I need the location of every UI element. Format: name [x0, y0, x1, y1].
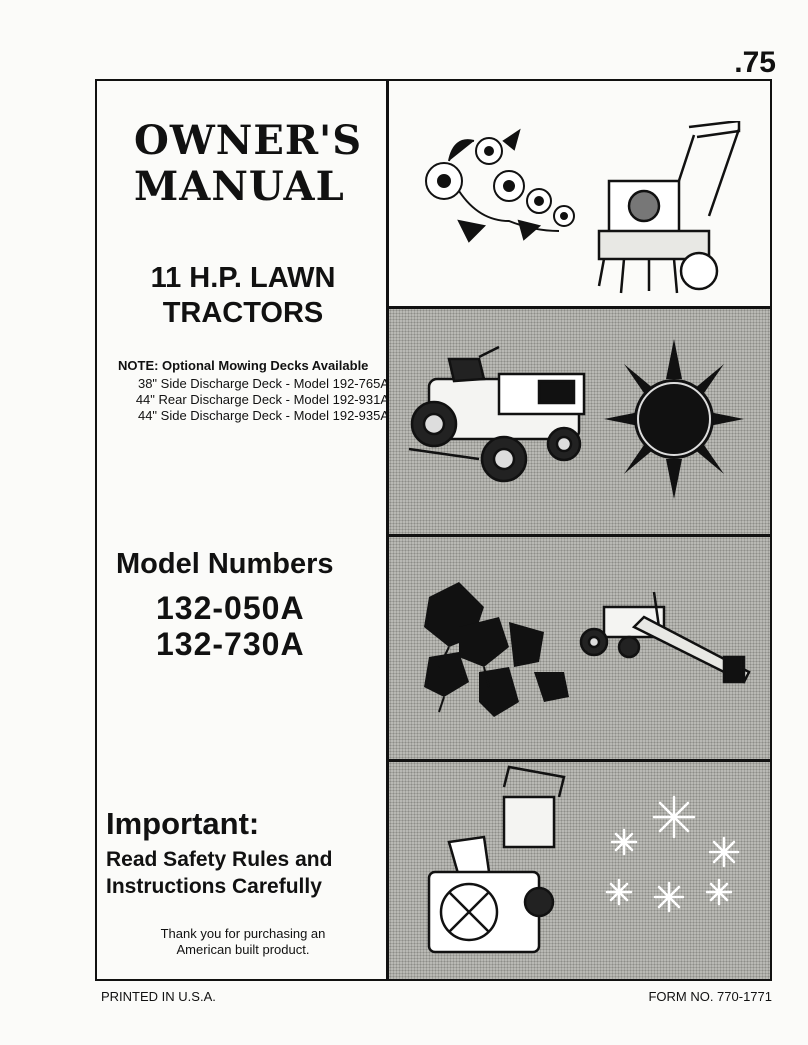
manual-title — [134, 118, 362, 210]
model-numbers-list — [156, 590, 305, 662]
log-splitter-illustration — [574, 587, 764, 707]
tiller-illustration — [589, 121, 764, 301]
autumn-panel — [389, 537, 770, 759]
thanks-line-2: American built product. — [176, 942, 310, 957]
spring-panel — [389, 81, 770, 306]
safety-line-1: Read Safety Rules and — [106, 848, 333, 871]
product-title — [98, 261, 388, 331]
model-number: 132-050A — [156, 590, 305, 626]
sun-illustration — [604, 334, 744, 504]
important-heading: Important: — [106, 806, 260, 841]
model-numbers-heading: Model Numbers — [116, 548, 334, 580]
deck-item: 44" Rear Discharge Deck - Model 192-931A — [135, 392, 389, 407]
price-label: .75 — [734, 46, 776, 79]
thank-you-note — [98, 926, 388, 958]
safety-instructions — [106, 846, 332, 900]
form-number-label: FORM NO. 770-1771 — [648, 989, 772, 1004]
deck-item: 38" Side Discharge Deck - Model 192-765A — [137, 376, 389, 391]
printed-in-label: PRINTED IN U.S.A. — [101, 989, 216, 1004]
summer-panel — [389, 309, 770, 534]
model-number: 132-730A — [156, 626, 305, 662]
snowflakes-illustration — [594, 782, 764, 952]
deck-item: 44" Side Discharge Deck - Model 192-935A — [137, 408, 389, 423]
note-heading: NOTE: Optional Mowing Decks Available — [118, 358, 369, 373]
deck-list — [107, 376, 389, 424]
title-line-2: MANUAL — [134, 163, 345, 210]
winter-panel — [389, 762, 770, 979]
thanks-line-1: Thank you for purchasing an — [160, 926, 326, 941]
safety-line-2: Instructions Carefully — [106, 875, 322, 898]
product-line-1: 11 H.P. LAWN — [150, 262, 336, 294]
title-line-1: OWNER'S — [134, 117, 363, 164]
product-line-2: TRACTORS — [162, 297, 324, 329]
